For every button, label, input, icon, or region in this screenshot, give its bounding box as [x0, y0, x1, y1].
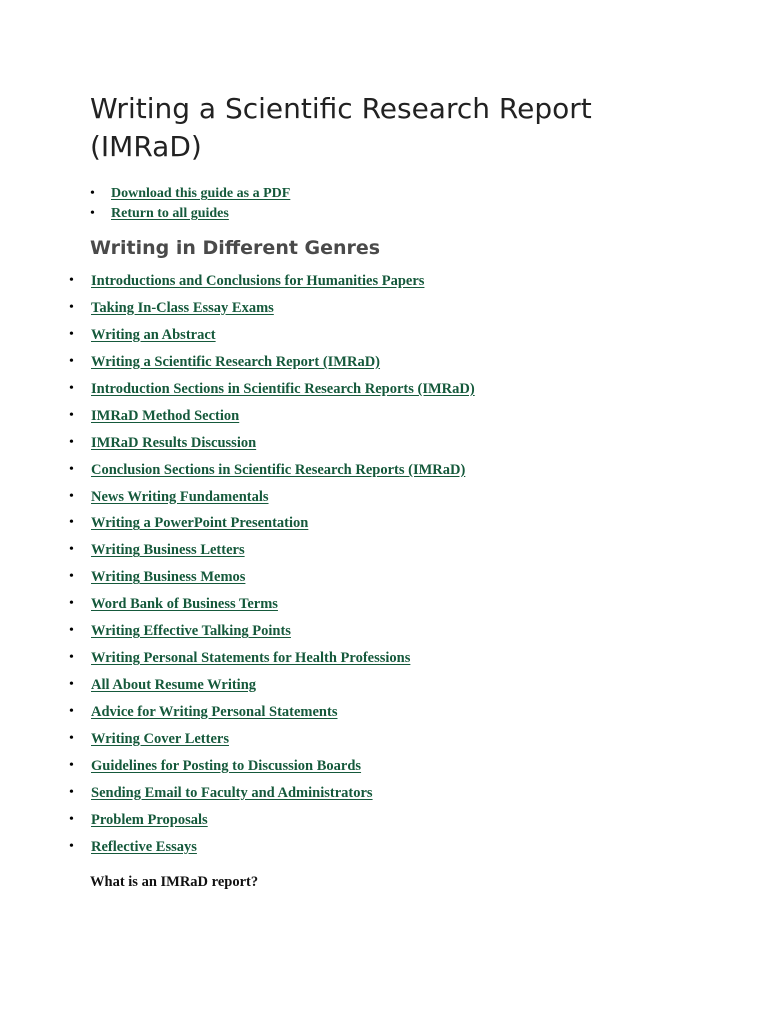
list-item [69, 537, 475, 564]
guide-link-item [90, 204, 290, 224]
list-item [69, 726, 475, 753]
guide-link[interactable]: All About Resume Writing [91, 677, 257, 694]
list-item [69, 645, 475, 672]
guide-link[interactable]: Word Bank of Business Terms [91, 596, 278, 613]
guide-link[interactable]: Introduction Sections in Scientific Research Reports (IMRaD) [91, 380, 475, 397]
list-item [69, 376, 475, 403]
list-item [69, 780, 475, 807]
list-item [69, 510, 475, 537]
genre-guide-list [69, 268, 475, 861]
list-item [69, 591, 475, 618]
guide-link[interactable]: Introductions and Conclusions for Humanities Papers [91, 273, 425, 289]
guide-link[interactable]: Writing a PowerPoint Presentation [91, 515, 309, 532]
list-item [69, 457, 475, 484]
guide-link[interactable]: News Writing Fundamentals [91, 488, 269, 505]
guide-link[interactable]: Conclusion Sections in Scientific Research Reports (IMRaD) [91, 461, 466, 478]
guide-link[interactable]: Writing Business Letters [91, 542, 245, 559]
guide-link[interactable]: Problem Proposals [91, 811, 208, 828]
guide-link[interactable]: Writing a Scientific Research Report (IMRaD) [91, 353, 381, 370]
return-to-guides-link[interactable]: Return to all guides [111, 206, 229, 221]
list-item [69, 322, 475, 349]
guide-link[interactable]: Writing Personal Statements for Health Professions [91, 650, 411, 667]
list-item [69, 834, 475, 861]
guide-link-item [90, 184, 290, 204]
list-item [69, 484, 475, 511]
list-item [69, 753, 475, 780]
guide-link[interactable]: IMRaD Results Discussion [91, 434, 257, 451]
guide-link[interactable]: IMRaD Method Section [91, 407, 240, 424]
list-item [69, 349, 475, 376]
section-heading: Writing in Different Genres [90, 237, 381, 259]
list-item [69, 403, 475, 430]
guide-link[interactable]: Advice for Writing Personal Statements [91, 704, 338, 720]
download-pdf-link[interactable]: Download this guide as a PDF [111, 186, 291, 201]
guide-link[interactable]: Writing Business Memos [91, 569, 246, 586]
list-item [69, 807, 475, 834]
guide-link[interactable]: Sending Email to Faculty and Administrators [91, 784, 373, 801]
guide-link[interactable]: Writing Cover Letters [91, 730, 229, 747]
list-item [69, 564, 475, 591]
section-question: What is an IMRaD report? [90, 874, 259, 890]
guide-link[interactable]: Writing Effective Talking Points [91, 623, 291, 640]
list-item [69, 699, 475, 726]
guide-link[interactable]: Taking In-Class Essay Exams [91, 299, 274, 316]
list-item [69, 618, 475, 645]
guide-links-list [90, 184, 290, 224]
list-item [69, 672, 475, 699]
guide-link[interactable]: Reflective Essays [91, 838, 197, 855]
list-item [69, 295, 475, 322]
page-title: Writing a Scientific Research Report (IMRaD) [90, 92, 592, 163]
list-item [69, 268, 475, 295]
list-item [69, 430, 475, 457]
guide-link[interactable]: Writing an Abstract [91, 326, 216, 343]
guide-link[interactable]: Guidelines for Posting to Discussion Boards [91, 757, 362, 774]
